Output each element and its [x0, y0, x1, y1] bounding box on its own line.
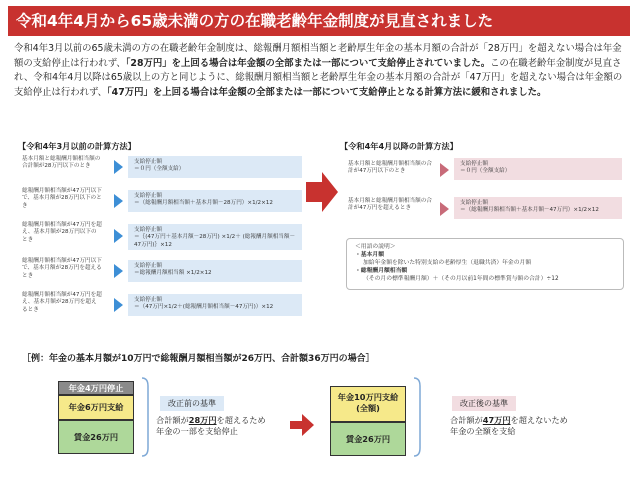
- bracket-icon: [412, 376, 424, 458]
- arrow-right-icon: [290, 414, 314, 436]
- arrow-right-icon: [114, 264, 123, 278]
- box-formula: ＝｛(47万円＋基本月額－28万円) ×1/2＋ (総報酬月額相当額－47万円)｝×12: [134, 234, 296, 248]
- box-formula: ＝０円（全額支給）: [134, 166, 185, 173]
- box-title: 支給停止額: [460, 200, 488, 206]
- box-title: 支給停止額: [460, 161, 488, 167]
- glossary-desc: （その月の標準報酬月額）＋（その月以前1年間の標準賞与額の合計）÷12: [363, 276, 559, 282]
- box-formula: ＝（47万円×1/2＋(総報酬月額相当額－47万円)）×12: [134, 304, 274, 311]
- arrow-right-icon: [440, 163, 449, 177]
- left-section-title: 【令和4年3月以前の計算方法】: [18, 141, 136, 151]
- after-tag: 改正後の基準: [452, 396, 516, 411]
- left-row-label: 総報酬月額相当額が47万円以下で、基本月額が28万円以下のとき: [22, 188, 102, 209]
- arrow-right-icon: [114, 160, 123, 174]
- box-title: 支給停止額: [134, 263, 162, 269]
- box-formula: ＝総報酬月額相当額 ×1/2×12: [134, 270, 212, 277]
- bracket-icon: [140, 376, 152, 458]
- right-section-title: 【令和4年4月以降の計算方法】: [340, 141, 458, 151]
- text: を超えないため: [510, 415, 568, 425]
- box-title: 支給停止額: [134, 193, 162, 199]
- left-formula-box: [128, 156, 302, 178]
- text: を超えるため: [216, 415, 266, 425]
- left-formula-box: [128, 224, 302, 250]
- left-row-label: 総報酬月額相当額が47万円を超え、基本月額が28万円以下のとき: [22, 222, 102, 243]
- right-row-label: 基本月額と総報酬月額相当額の合計が47万円を超えるとき: [348, 198, 432, 212]
- right-formula-box: [454, 197, 622, 219]
- text: 合計額が: [156, 415, 189, 425]
- stack-salary: 賃金26万円: [330, 422, 406, 456]
- left-formula-box: [128, 260, 302, 282]
- text: 年金の全額を支給: [450, 426, 516, 436]
- page-title: 令和4年4月から65歳未満の方の在職老齢年金制度が見直されました: [8, 6, 630, 36]
- glossary-term: ・総報酬月額相当額: [355, 268, 408, 274]
- left-row-label: 総報酬月額相当額が47万円を超え、基本月額が28万円を超えるとき: [22, 292, 102, 313]
- glossary-title: ＜用語の説明＞: [355, 244, 396, 250]
- right-row-label: 基本月額と総報酬月額相当額の合計が47万円以下のとき: [348, 161, 432, 175]
- threshold: 47万円: [482, 415, 511, 425]
- glossary-desc: 加給年金額を除いた特別支給の老齢厚生（退職共済）年金の月額: [363, 260, 532, 266]
- arrow-right-icon: [114, 229, 123, 243]
- box-formula: ＝（総報酬月額相当額＋基本月額－28万円）×1/2×12: [134, 200, 273, 207]
- before-tag: 改正前の基準: [160, 396, 224, 411]
- left-formula-box: [128, 190, 302, 212]
- left-row-label: 総報酬月額相当額が47万円以下で、基本月額が28万円を超えるとき: [22, 258, 102, 279]
- left-formula-box: [128, 294, 302, 316]
- glossary-box: [346, 238, 624, 290]
- right-formula-box: [454, 158, 622, 180]
- intro-text: [14, 42, 624, 100]
- left-row-label: 基本月額と総報酬月額相当額の合計額が28万円以下のとき: [22, 156, 101, 170]
- glossary-term: ・基本月額: [355, 252, 384, 258]
- box-title: 支給停止額: [134, 297, 162, 303]
- intro-p1: 令和4年3月以前の65歳未満の方の在職老齢年金制度は、総報酬月額相当額と老齢厚生年金の基本月額の合計が「28万円」を超えない場合は年金額の支給停止は行われず、: [14, 43, 622, 69]
- intro-p2: この在職老齢年金制度が見直され、令和4年4月以降は65歳以上の方と同じように、総報酬月額相当額と老齢厚生年金の基本月額の合計が「47万円」を超えない場合は年金額の支給停止は行われず、: [14, 57, 623, 98]
- stack-pension: [330, 386, 406, 422]
- threshold: 28万円: [188, 415, 217, 425]
- example-title: ［例：年金の基本月額が10万円で総報酬月額相当額が26万円、合計額36万円の場合］: [22, 354, 375, 364]
- stack-salary: 賃金26万円: [58, 420, 134, 454]
- stack-pension: 年金6万円支給: [58, 395, 134, 420]
- box-formula: ＝０円（全額支給）: [460, 168, 511, 175]
- text: 合計額が: [450, 415, 483, 425]
- box-formula: ＝（総報酬月額相当額＋基本月額－47万円）×1/2×12: [460, 207, 599, 214]
- box-title: 支給停止額: [134, 159, 162, 165]
- arrow-right-icon: [440, 202, 449, 216]
- stack-stopped: 年金4万円停止: [58, 381, 134, 395]
- big-arrow-right-icon: [306, 172, 338, 212]
- arrow-right-icon: [114, 194, 123, 208]
- intro-p1-bold: 「28万円」を上回る場合は年金額の全部または一部について支給停止されていました。: [125, 57, 491, 69]
- after-explanation: [450, 415, 568, 437]
- box-title: 支給停止額: [134, 227, 162, 233]
- text: 年金の一部を支給停止: [156, 426, 238, 436]
- arrow-right-icon: [114, 298, 123, 312]
- text: 年金10万円支給: [337, 392, 399, 402]
- before-explanation: [156, 415, 266, 437]
- intro-p2-bold: 「47万円」を上回る場合は年金額の全部または一部について支給停止となる計算方法に緩和されました。: [107, 86, 547, 98]
- text: (全額): [356, 403, 380, 413]
